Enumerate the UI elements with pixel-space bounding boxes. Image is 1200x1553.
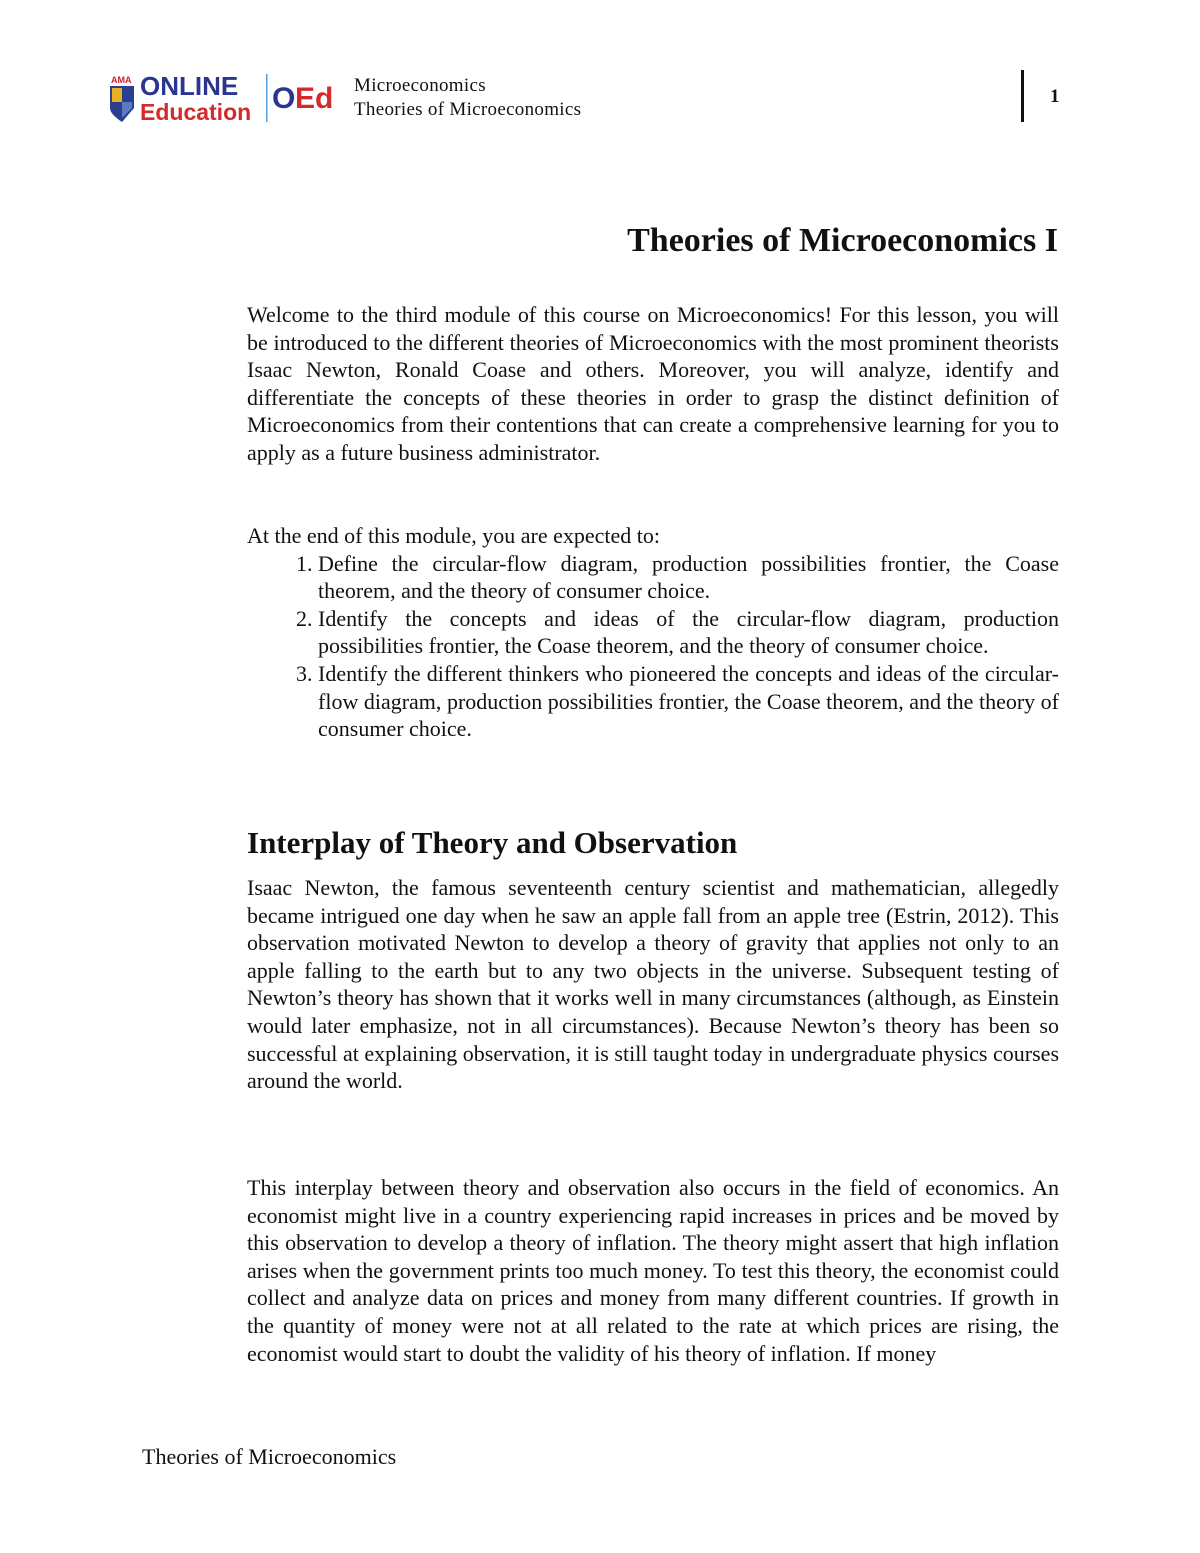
svg-text:O: O: [272, 82, 296, 115]
objectives-list: [247, 550, 1059, 743]
intro-paragraph: Welcome to the third module of this course on Microeconomics! For this lesson, you will be introduced to the different theories of Microeconomics with the most prominent theorists Isaac Newton, Ronald Coase and others. Moreover, you will analyze, identify and differentiate the concepts of these theories in order to grasp the distinct definition of Microeconomics from their contentions that can create a comprehensive learning for you to apply as a future business administrator.: [247, 302, 1059, 465]
section-paragraph: Isaac Newton, the famous seventeenth century scientist and mathematician, allegedly became intrigued one day when he saw an apple fall from an apple tree (Estrin, 2012). This observation motivated Newton to develop a theory of gravity that applies not only to an apple falling to the earth but to any two objects in the universe. Subsequent testing of Newton’s theory has shown that it works well in many circumstances (although, as Einstein would later emphasize, not in all circumstances). Because Newton’s theory has been so successful at explaining observation, it is still taught today in undergraduate physics courses around the world.: [247, 875, 1059, 1094]
page-footer: Theories of Microeconomics: [142, 1444, 397, 1469]
svg-text:Education: Education: [140, 99, 252, 124]
objective-item: 2. Identify the concepts and ideas of the circular-flow diagram, production possibilities frontier, the Coase theorem, and the theory of consumer choice.: [318, 605, 1059, 660]
svg-text:Ed: Ed: [295, 82, 334, 115]
header-divider: [1021, 70, 1024, 122]
page-number: 1: [1050, 86, 1060, 107]
svg-text:AMA: AMA: [111, 75, 132, 85]
objective-item: 1. Define the circular-flow diagram, production possibilities frontier, the Coase theorem, and the theory of consumer choice.: [318, 550, 1059, 605]
objectives-lead: At the end of this module, you are expected to:: [247, 523, 660, 548]
section-paragraph: This interplay between theory and observation also occurs in the field of economics. An economist might live in a country experiencing rapid increases in prices and be moved by this observation to develop a theory of inflation. The theory might assert that high inflation arises when the government prints too much money. To test this theory, the economist could collect and analyze data on prices and money from many different countries. If growth in the quantity of money were not at all related to the rate at which prices are rising, the economist would start to doubt the validity of his theory of inflation. If money: [247, 1175, 1059, 1366]
online-education-logo: [108, 72, 343, 124]
header-course: Microeconomics: [354, 75, 486, 96]
svg-text:ONLINE: ONLINE: [140, 72, 239, 101]
objective-item: 3. Identify the different thinkers who pioneered the concepts and ideas of the circular-flow diagram, production possibilities frontier, the Coase theorem, and the theory of consumer choice.: [318, 660, 1059, 743]
header-subtitle: Theories of Microeconomics: [354, 99, 582, 120]
section-heading: Interplay of Theory and Observation: [247, 825, 738, 860]
page-title: Theories of Microeconomics I: [627, 222, 1058, 259]
running-header: [354, 74, 581, 122]
objectives-section: [247, 522, 1059, 743]
